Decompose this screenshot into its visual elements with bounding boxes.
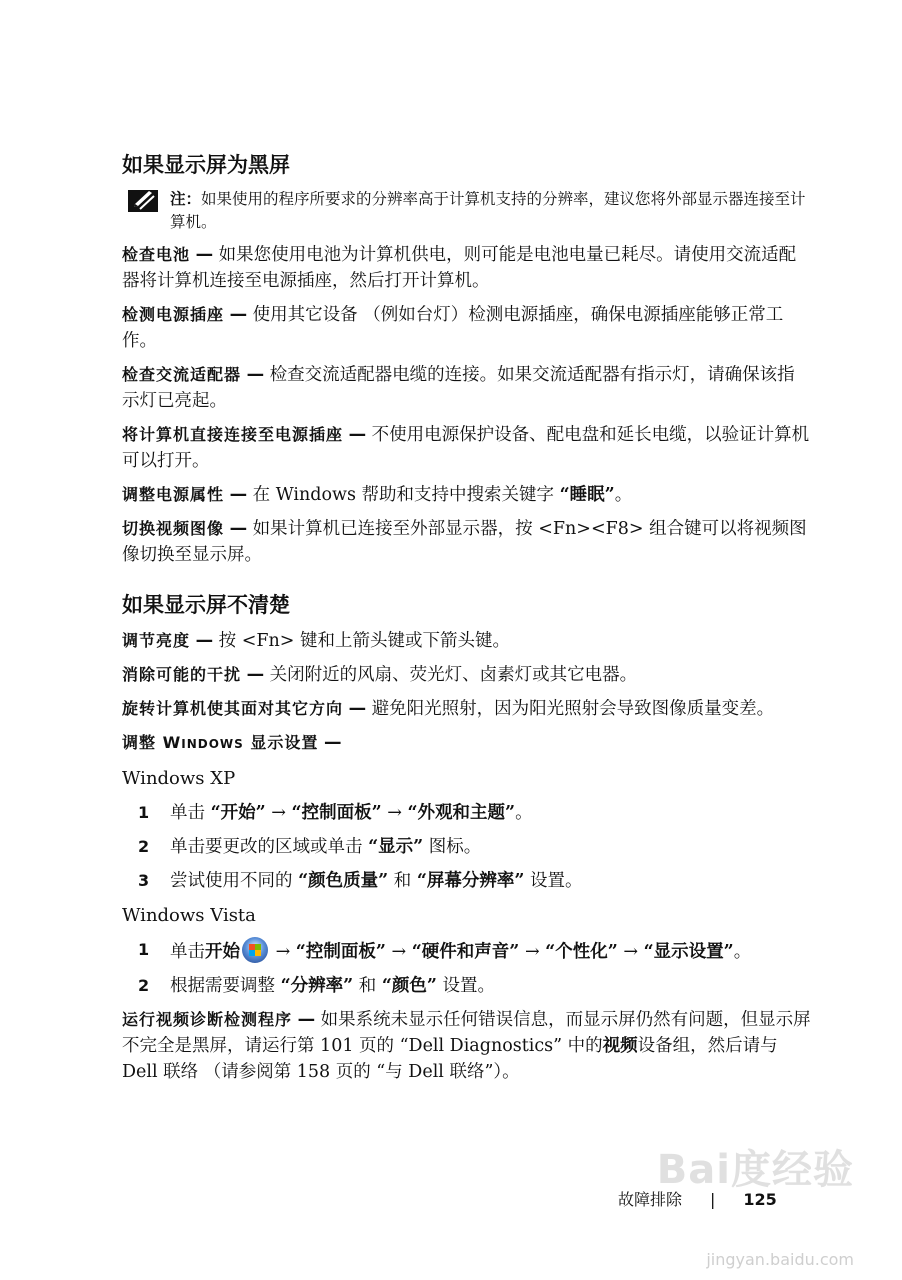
text: 。 <box>733 942 752 962</box>
text: 单击 <box>170 803 211 823</box>
setting-color-quality: “颜色质量” <box>298 871 389 891</box>
item-rotate <box>122 696 812 722</box>
step-number: 2 <box>138 837 150 856</box>
dash: — <box>229 485 248 505</box>
item-check-adapter <box>122 362 812 414</box>
arrow: → <box>270 942 296 962</box>
desc-end: 设备组，然后请与 Dell 联络 （请参阅第 158 页的 “与 Dell 联络”）。 <box>122 1036 778 1082</box>
vista-steps <box>122 937 812 999</box>
text: 单击 <box>170 942 205 962</box>
video-group: 视频 <box>602 1036 638 1056</box>
text: 。 <box>515 803 533 823</box>
text: 图标。 <box>423 837 482 857</box>
desc: 在 Windows 帮助和支持中搜索关键字 <box>252 485 560 505</box>
item-direct-connect <box>122 422 812 474</box>
desc: 不使用电源保护设备、配电盘和延长电缆，以验证计算机可以打开。 <box>122 425 810 471</box>
term: 将计算机直接连接至电源插座 <box>122 425 344 444</box>
term: 调整电源属性 <box>122 485 225 504</box>
desc: 避免阳光照射，因为阳光照射会导致图像质量变差。 <box>371 699 775 719</box>
text: 和 <box>353 976 382 996</box>
arrow: → <box>385 942 412 962</box>
item-windows-display-settings <box>122 730 812 757</box>
term: 检测电源插座 <box>122 305 225 324</box>
menu-control-panel: “控制面板” <box>291 803 382 823</box>
term <box>122 733 318 752</box>
step-number: 2 <box>138 976 150 995</box>
item-test-outlet <box>122 302 812 354</box>
term: 旋转计算机使其面对其它方向 <box>122 699 344 718</box>
term-caps: INDOWS <box>181 737 244 751</box>
dash: — <box>297 1010 316 1030</box>
os-title-vista: Windows Vista <box>122 905 256 926</box>
term: 运行视频诊断检测程序 <box>122 1010 293 1029</box>
text: 和 <box>388 871 417 891</box>
note-label: 注： <box>170 190 202 208</box>
step-number: 1 <box>138 803 150 822</box>
item-brightness <box>122 628 812 654</box>
dash: — <box>348 425 367 445</box>
term: 切换视频图像 <box>122 519 225 538</box>
footer-section: 故障排除 <box>618 1190 683 1209</box>
arrow: → <box>617 942 644 962</box>
dash: — <box>246 665 265 685</box>
dash: — <box>323 733 342 753</box>
dash: — <box>195 245 214 265</box>
step-number: 3 <box>138 871 150 890</box>
setting-color: “颜色” <box>381 976 437 996</box>
dash: — <box>229 519 248 539</box>
term: 检查交流适配器 <box>122 365 242 384</box>
step-number: 1 <box>138 940 150 959</box>
arrow: → <box>519 942 546 962</box>
menu-display-settings: “显示设置” <box>643 942 734 962</box>
desc: 检查交流适配器电缆的连接。如果交流适配器有指示灯，请确保该指示灯已亮起。 <box>122 365 795 411</box>
text: 根据需要调整 <box>170 976 281 996</box>
heading-unclear-screen: 如果显示屏不清楚 <box>122 593 290 617</box>
dash: — <box>348 699 367 719</box>
watermark-logo: Bai度经验 <box>656 1147 854 1193</box>
term: 检查电池 <box>122 245 191 264</box>
xp-steps <box>122 800 812 894</box>
text: 设置。 <box>524 871 583 891</box>
menu-control-panel: “控制面板” <box>295 942 386 962</box>
desc: 关闭附近的风扇、荧光灯、卤素灯或其它电器。 <box>269 665 638 685</box>
vista-step-2 <box>122 973 812 999</box>
menu-start: 开始 <box>205 942 240 962</box>
dash: — <box>195 631 214 651</box>
item-check-battery <box>122 242 812 294</box>
pencil-note-icon <box>128 190 158 212</box>
menu-personalization: “个性化” <box>545 942 618 962</box>
desc: 如果您使用电池为计算机供电，则可能是电池电量已耗尽。请使用交流适配器将计算机连接至电源插座，然后打开计算机。 <box>122 245 797 291</box>
heading-black-screen: 如果显示屏为黑屏 <box>122 153 290 177</box>
vista-step-1 <box>122 937 812 965</box>
watermark-site: jingyan.baidu.com <box>706 1250 854 1269</box>
keyword-sleep: “睡眠” <box>559 485 615 505</box>
item-video-diagnostics <box>122 1007 812 1085</box>
menu-appearance: “外观和主题” <box>407 803 516 823</box>
item-interference <box>122 662 812 688</box>
note-text: 如果使用的程序所要求的分辨率高于计算机支持的分辨率，建议您将外部显示器连接至计算机。 <box>170 190 806 231</box>
windows-start-orb-icon <box>242 937 268 963</box>
item-power-properties <box>122 482 812 508</box>
item-switch-video <box>122 516 812 568</box>
term-post: 显示设置 <box>243 733 319 752</box>
text: 设置。 <box>436 976 496 996</box>
text: 单击要更改的区域或单击 <box>170 837 369 857</box>
page-footer <box>618 1187 777 1210</box>
menu-start: “开始” <box>210 803 266 823</box>
desc: 如果计算机已连接至外部显示器，按 <Fn><F8> 组合键可以将视频图像切换至显示屏。 <box>122 519 807 565</box>
term: 消除可能的干扰 <box>122 665 242 684</box>
setting-resolution: “分辨率” <box>280 976 354 996</box>
page-number: 125 <box>743 1190 777 1209</box>
page-content <box>122 150 812 1085</box>
xp-step-2 <box>122 834 812 860</box>
desc: 如果系统未显示任何错误信息，而显示屏仍然有问题，但显示屏不完全是黑屏，请运行第 101 页的 “Dell Diagnostics” 中的 <box>122 1010 811 1056</box>
xp-step-1 <box>122 800 812 826</box>
arrow: → <box>265 803 292 823</box>
xp-step-3 <box>122 868 812 894</box>
text: 尝试使用不同的 <box>170 871 299 891</box>
term-pre: 调整 W <box>122 733 182 752</box>
term: 调节亮度 <box>122 631 191 650</box>
dash: — <box>229 305 248 325</box>
menu-hardware-sound: “硬件和声音” <box>411 942 520 962</box>
menu-display: “显示” <box>368 837 424 857</box>
arrow: → <box>381 803 408 823</box>
note-block <box>122 188 812 234</box>
dash: — <box>246 365 265 385</box>
os-title-xp: Windows XP <box>122 768 236 789</box>
desc: 按 <Fn> 键和上箭头键或下箭头键。 <box>218 631 511 651</box>
footer-separator: | <box>710 1190 716 1209</box>
desc-end: 。 <box>614 485 633 505</box>
setting-resolution: “屏幕分辨率” <box>416 871 525 891</box>
desc: 使用其它设备 （例如台灯）检测电源插座，确保电源插座能够正常工作。 <box>122 305 784 351</box>
